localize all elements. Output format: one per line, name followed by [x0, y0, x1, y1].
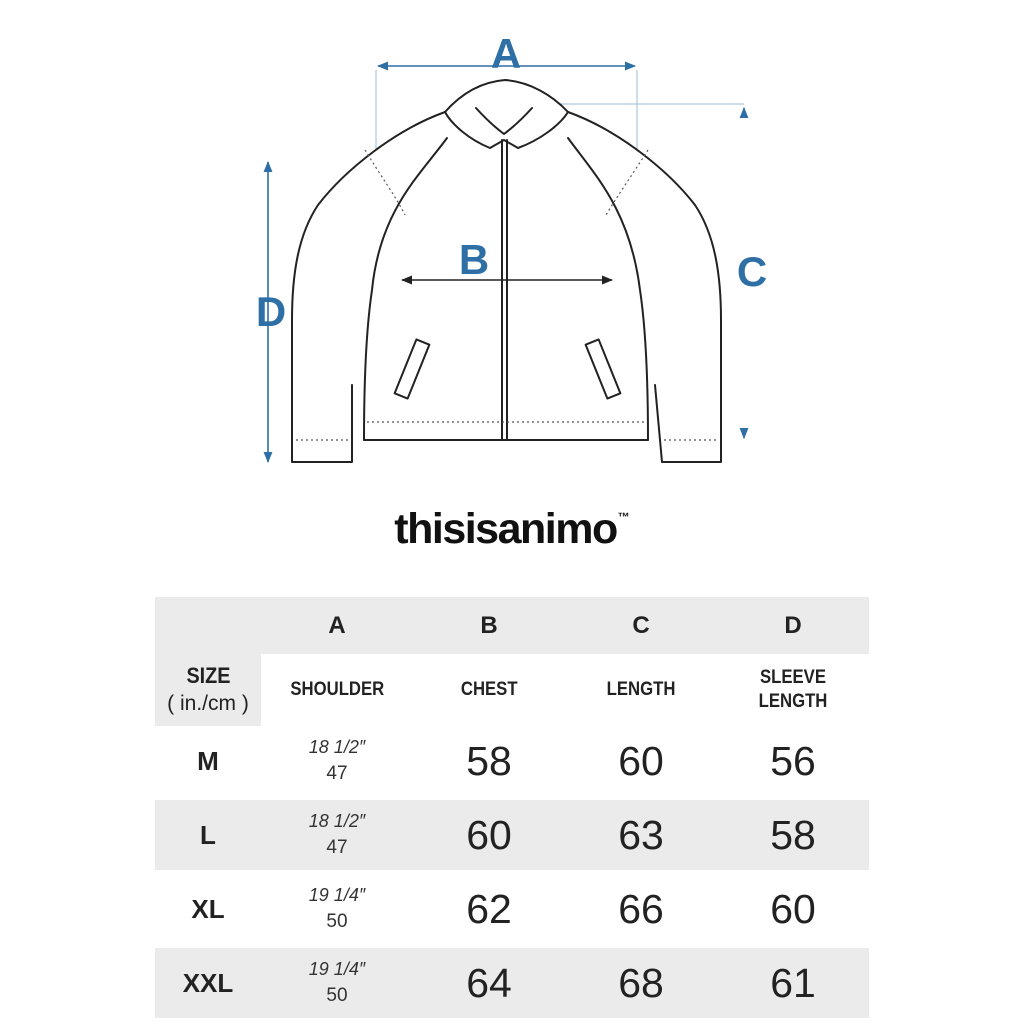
header-label-chest: CHEST [460, 679, 518, 700]
label-b: B [458, 236, 490, 283]
shoulder-cm: 47 [326, 837, 348, 858]
size-cell: L [200, 819, 216, 850]
label-a: A [490, 30, 522, 77]
shoulder-cm: 50 [326, 985, 348, 1006]
table-row [155, 800, 869, 870]
shoulder-cm: 47 [326, 763, 348, 784]
header-label-length: LENGTH [606, 679, 676, 700]
shoulder-cell [261, 948, 413, 1018]
table-row [155, 726, 869, 796]
shoulder-inches: 19 1/4″ [308, 885, 366, 905]
header-labels-row [155, 654, 869, 726]
brand-logo [0, 505, 1024, 554]
label-c: C [736, 248, 768, 295]
chest-cell: 62 [466, 885, 512, 932]
shoulder-inches: 18 1/2″ [308, 811, 366, 831]
shoulder-cell [261, 874, 413, 944]
length-cell: 60 [618, 737, 664, 784]
size-cell: XL [191, 893, 225, 924]
header-letter-d: D [784, 611, 802, 639]
shoulder-inches: 19 1/4″ [308, 959, 366, 979]
size-header-title: SIZE [185, 662, 231, 688]
jacket-measurement-diagram [0, 0, 1024, 500]
sleeve-cell: 61 [770, 959, 816, 1006]
size-cell: XXL [182, 967, 234, 998]
length-cell: 63 [618, 811, 664, 858]
chest-cell: 60 [466, 811, 512, 858]
jacket-outline [292, 80, 721, 462]
shoulder-cell [261, 726, 413, 796]
size-header-unit: ( in./cm ) [167, 691, 249, 715]
header-letters-row [155, 597, 869, 654]
shoulder-cm: 50 [326, 911, 348, 932]
sleeve-cell: 60 [770, 885, 816, 932]
size-header-cell [155, 597, 261, 726]
header-letter-b: B [480, 611, 498, 639]
header-label-shoulder: SHOULDER [290, 679, 384, 700]
sleeve-cell: 56 [770, 737, 816, 784]
header-letter-c: C [632, 611, 650, 639]
size-cell: M [197, 745, 219, 776]
length-cell: 66 [618, 885, 664, 932]
sleeve-cell: 58 [770, 811, 816, 858]
trademark-symbol: ™ [617, 510, 630, 524]
table-row [155, 874, 869, 944]
brand-name: thisisanimo [394, 505, 617, 553]
chest-cell: 58 [466, 737, 512, 784]
header-letter-a: A [328, 611, 346, 639]
table-row [155, 948, 869, 1018]
length-cell: 68 [618, 959, 664, 1006]
chest-cell: 64 [466, 959, 512, 1006]
shoulder-cell [261, 800, 413, 870]
guide-lines [376, 70, 744, 150]
shoulder-inches: 18 1/2″ [308, 737, 366, 757]
label-d: D [255, 288, 287, 335]
size-chart-table [155, 597, 869, 1018]
header-label-sleeve-length: SLEEVE LENGTH [758, 667, 828, 712]
